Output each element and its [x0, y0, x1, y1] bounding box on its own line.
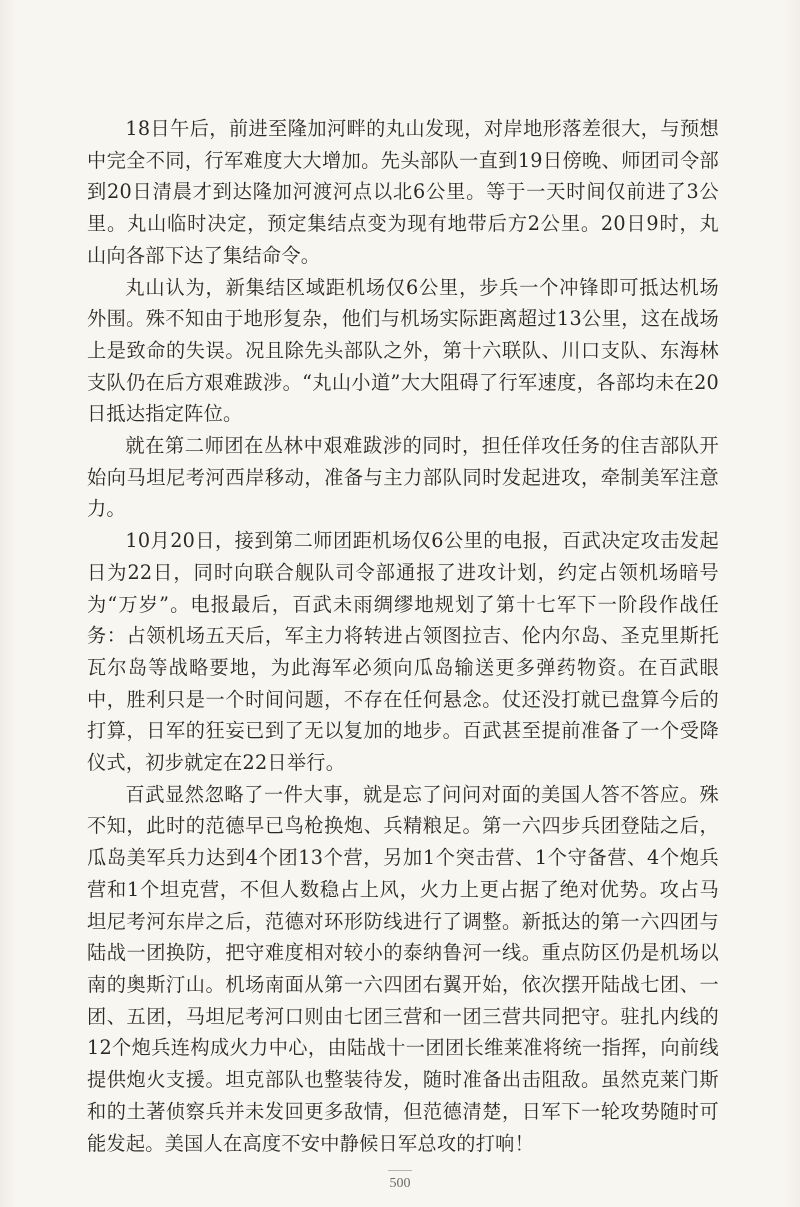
body-text [87, 113, 719, 1159]
paragraph-4: 10月20日，接到第二师团距机场仅6公里的电报，百武决定攻击发起日为22日，同时向联合舰队司令部通报了进攻计划，约定占领机场暗号为“万岁”。电报最后，百武未雨绸缪地规划了第十七军下一阶段作战任务：占领机场五天后，军主力将转进占领图拉吉、伦内尔岛、圣克里斯托瓦尔岛等战略要地，为此海军必须向瓜岛输送更多弹药物资。在百武眼中，胜利只是一个时间问题，不存在任何悬念。仗还没打就已盘算今后的打算，日军的狂妄已到了无以复加的地步。百武甚至提前准备了一个受降仪式，初步就定在22日举行。 [87, 529, 719, 775]
paragraph-5: 百武显然忽略了一件大事，就是忘了问问对面的美国人答不答应。殊不知，此时的范德早已鸟枪换炮、兵精粮足。第一六四步兵团登陆之后，瓜岛美军兵力达到4个团13个营，另加1个突击营、1个守备营、4个炮兵营和1个坦克营，不但人数稳占上风，火力上更占据了绝对优势。攻占马坦尼考河东岸之后，范德对环形防线进行了调整。新抵达的第一六四团与陆战一团换防，把守难度相对较小的泰纳鲁河一线。重点防区仍是机场以南的奥斯汀山。机场南面从第一六四团右翼开始，依次摆开陆战七团、一团、五团，马坦尼考河口则由七团三营和一团三营共同把守。驻扎内线的12个炮兵连构成火力中心，由陆战十一团团长维莱准将统一指挥，向前线提供炮火支援。坦克部队也整装待发，随时准备出击阻敌。虽然克莱门斯和的土著侦察兵并未发回更多敌情，但范德清楚，日军下一轮攻势随时可能发起。美国人在高度不安中静候日军总攻的打响！ [87, 782, 719, 1155]
paragraph-3: 就在第二师团在丛林中艰难跋涉的同时，担任佯攻任务的住吉部队开始向马坦尼考河西岸移动，准备与主力部队同时发起进攻，牵制美军注意力。 [87, 434, 719, 521]
paragraph-1: 18日午后，前进至隆加河畔的丸山发现，对岸地形落差很大，与预想中完全不同，行军难度大大增加。先头部队一直到19日傍晚、师团司令部到20日清晨才到达隆加河渡河点以北6公里。等于一天时间仅前进了3公里。丸山临时决定，预定集结点变为现有地带后方2公里。20日9时，丸山向各部下达了集结命令。 [87, 117, 719, 267]
page-number-rule [388, 1170, 412, 1171]
paragraph-2: 丸山认为，新集结区域距机场仅6公里，步兵一个冲锋即可抵达机场外围。殊不知由于地形复杂，他们与机场实际距离超过13公里，这在战场上是致命的失误。况且除先头部队之外，第十六联队、川口支队、东海林支队仍在后方艰难跋涉。“丸山小道”大大阻碍了行军速度，各部均未在20日抵达指定阵位。 [87, 275, 719, 426]
page-number: 500 [389, 1176, 411, 1191]
